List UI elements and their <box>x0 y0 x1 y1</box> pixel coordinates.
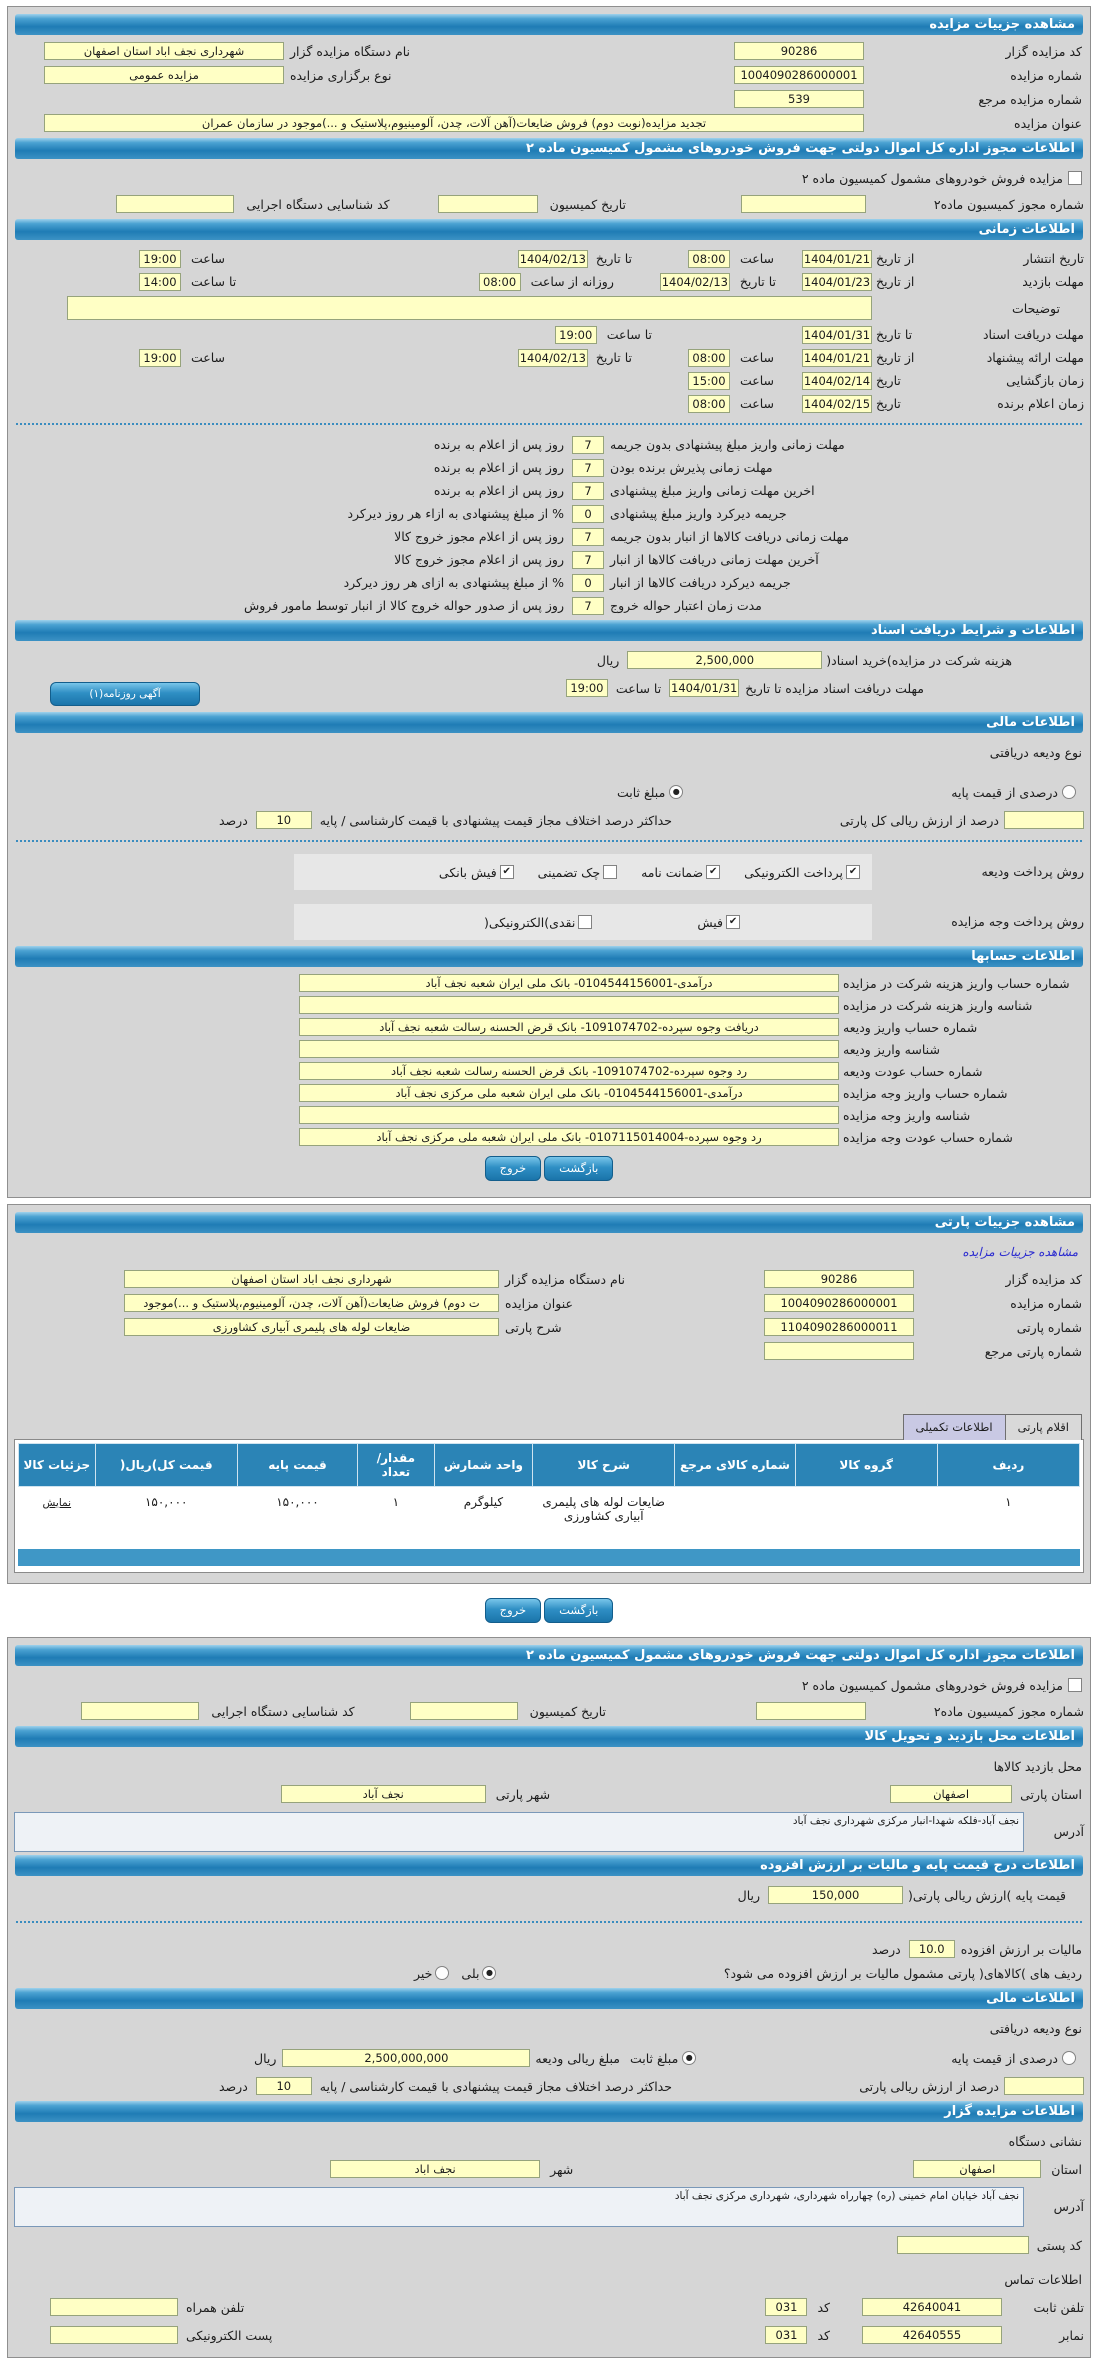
docs-receive-deadline-label: مهلت دریافت اسناد مزایده تا تاریخ <box>745 680 924 696</box>
guarantee-letter-checkbox[interactable]: ✔ <box>706 865 720 879</box>
participation-fee-field[interactable]: 2,500,000 <box>627 651 822 669</box>
commission-number-field[interactable] <box>741 195 866 213</box>
col-goods-group: گروه کالا <box>795 1444 937 1487</box>
city-field[interactable]: نجف اباد <box>330 2160 540 2178</box>
deposit-type-label: نوع ودیعه دریافتی <box>989 744 1082 760</box>
auctioneer-name-field[interactable]: شهرداری نجف اباد استان اصفهان <box>124 1270 499 1288</box>
certified-check-checkbox[interactable] <box>603 865 617 879</box>
fixed-amount-radio[interactable]: ● <box>682 2051 696 2065</box>
col-goods-details: جزئیات کالا <box>19 1444 96 1487</box>
auctioneer-code-field[interactable]: 90286 <box>764 1270 914 1288</box>
percent-label: درصد <box>219 2078 248 2094</box>
penalty-label: جریمه دیرکرد دریافت کالاها از انبار <box>610 575 791 590</box>
publish-date-row <box>14 247 1084 270</box>
penalty-value-field[interactable]: 7 <box>572 459 604 477</box>
col-goods-desc: شرح کالا <box>533 1444 675 1487</box>
mobile-field[interactable] <box>50 2298 178 2316</box>
article2-checkbox-label: مزایده فروش خودروهای مشمول کمیسیون ماده ۲ <box>801 170 1063 186</box>
publish-from-time-field[interactable]: 08:00 <box>688 250 730 268</box>
permit-header: اطلاعات مجوز اداره کل اموال دولتی جهت فروش خودروهای مشمول کمیسیون ماده ۲ <box>15 138 1083 159</box>
notes-row <box>14 293 1084 323</box>
vat-yes-label: بلی <box>461 1965 480 1981</box>
penalty-row <box>14 433 1084 456</box>
base-price-label: قیمت پایه )ارزش ریالی پارتی( <box>908 1887 1066 1903</box>
party-desc-field[interactable]: ضایعات لوله های پلیمری آبیاری کشاورزی <box>124 1318 499 1336</box>
to-date-label: تا تاریخ <box>739 274 776 289</box>
account-field[interactable] <box>299 996 839 1014</box>
cell-count-unit: کیلوگرم <box>434 1487 532 1528</box>
publish-to-date-field[interactable]: 1404/02/13 <box>519 251 586 266</box>
daily-from-label: روزانه از ساعت <box>530 274 614 289</box>
base-price-vat-header: اطلاعات درج قیمت پایه و مالیات بر ارزش افزوده <box>15 1855 1083 1876</box>
percent-of-base-radio[interactable] <box>1062 785 1076 799</box>
exec-agency-code-label: کد شناسایی دستگاه اجرایی <box>246 196 390 212</box>
winner-time-field[interactable]: 08:00 <box>688 395 730 413</box>
newspaper-ad-button[interactable]: آگهی روزنامه(۱) <box>50 682 200 706</box>
table-footer-stripe <box>19 1527 1080 1543</box>
penalty-label: جریمه دیرکرد واریز مبلغ پیشنهادی <box>610 506 787 521</box>
party-additional-panel <box>7 1637 1091 2358</box>
province-label: استان <box>1051 2161 1082 2177</box>
col-quantity: مقدار/ تعداد <box>358 1444 435 1487</box>
electronic-payment-checkbox[interactable]: ✔ <box>846 865 860 879</box>
penalty-label: مهلت زمانی واریز مبلغ پیشنهادی بدون جریمه <box>610 437 845 452</box>
account-row <box>14 1128 1084 1146</box>
publish-from-label: از تاریخ <box>876 251 915 266</box>
back-button[interactable]: بازگشت <box>544 1156 613 1181</box>
agency-address-label: نشانی دستگاه <box>1008 2133 1082 2149</box>
postal-code-field[interactable] <box>897 2236 1029 2254</box>
account-label: شماره حساب واریز هزینه شرکت در مزایده <box>843 975 1070 991</box>
penalty-suffix: روز پس از اعلام به برنده <box>433 460 564 475</box>
exec-agency-code-label: کد شناسایی دستگاه اجرایی <box>211 1703 355 1719</box>
penalty-value-field[interactable]: 7 <box>572 551 604 569</box>
address-label: آدرس <box>1053 2199 1084 2214</box>
party-main-form <box>14 1270 1084 1360</box>
commission-date-label: تاریخ کمیسیون <box>549 196 626 212</box>
account-field[interactable]: درآمدی-0104544156001- بانک ملی ایران شعبه نجف آباد <box>299 974 839 992</box>
col-base-price: قیمت پایه <box>237 1444 357 1487</box>
deposit-type-label-row <box>16 740 1082 764</box>
auctioneer-code-label: کد مزایده گزار <box>1005 43 1082 59</box>
financial-header: اطلاعات مالی <box>15 1988 1083 2009</box>
auction-main-form <box>14 42 1084 132</box>
base-price-field[interactable]: 150,000 <box>768 1886 903 1904</box>
deposit-amount-field[interactable]: 2,500,000,000 <box>282 2049 530 2067</box>
dotted-divider <box>16 423 1082 425</box>
percent-of-base-radio-label: درصدی از قیمت پایه <box>951 784 1058 800</box>
penalty-row <box>14 479 1084 502</box>
agency-address-textarea[interactable]: نجف آباد خیابان امام خمینی (ره) چهارراه شهرداری، شهرداری مرکزی نجف آباد <box>14 2187 1024 2227</box>
penalty-label: مدت زمان اعتبار حواله خروج <box>610 598 762 613</box>
col-row-number: ردیف <box>937 1444 1079 1487</box>
bank-slip-label: فیش بانکی <box>438 864 497 880</box>
auction-type-field[interactable]: مزایده عمومی <box>44 66 284 84</box>
fixed-amount-radio-label: مبلغ ثابت <box>617 784 666 800</box>
fixed-amount-radio-label: مبلغ ثابت <box>630 2050 679 2066</box>
phone-label: تلفن ثابت <box>1033 2299 1084 2315</box>
auction-payment-options <box>294 904 872 940</box>
col-count-unit: واحد شمارش <box>434 1444 532 1487</box>
visit-from-label: از تاریخ <box>876 274 915 289</box>
percent-label: درصد <box>871 1941 901 1957</box>
exit-button[interactable]: خروج <box>485 1598 541 1623</box>
cash-electronic-label: نقدی)الکترونیکی( <box>483 914 576 930</box>
auction-ref-label: شماره مزایده مرجع <box>978 91 1082 107</box>
party-address-textarea[interactable]: نجف آباد-فلکه شهدا-انبار مرکزی شهرداری نجف آباد <box>14 1812 1024 1852</box>
account-row <box>14 974 1084 992</box>
publish-from-date-field[interactable]: 1404/01/21 <box>803 251 871 266</box>
party-number-label: شماره پارتی <box>1016 1319 1082 1335</box>
deposit-percent-label: درصد از ارزش ریالی کل پارتی <box>839 812 999 828</box>
hour-label: ساعت <box>739 396 774 411</box>
auction-details-header: مشاهده جزییات مزایده <box>15 14 1083 35</box>
col-ref-goods-number: شماره کالای مرجع <box>675 1444 795 1487</box>
penalty-suffix: روز پس از صدور حواله خروج کالا از انبار توسط مامور فروش <box>244 598 564 613</box>
party-province-label: استان پارتی <box>1020 1786 1082 1802</box>
auction-subject-label: عنوان مزایده <box>1014 115 1082 131</box>
auctioneer-code-label: کد مزایده گزار <box>1005 1271 1082 1287</box>
back-button[interactable]: بازگشت <box>544 1598 613 1623</box>
auction-number-label: شماره مزایده <box>1010 67 1082 83</box>
penalty-label: مهلت زمانی پذیرش برنده بودن <box>610 460 773 475</box>
deposit-percent-label: درصد از ارزش ریالی پارتی <box>859 2078 999 2094</box>
max-diff-label: حداکثر درصد اختلاف مجاز قیمت پیشنهادی با قیمت کارشناسی / پایه <box>319 812 672 828</box>
rial-label: ریال <box>596 652 620 668</box>
account-row <box>14 996 1084 1014</box>
visit-from-date-field[interactable]: 1404/01/23 <box>803 274 871 289</box>
email-field[interactable] <box>50 2326 178 2344</box>
cell-goods-desc: ضایعات لوله های پلیمری آبیاری کشاورزی <box>533 1487 675 1528</box>
max-diff-field[interactable]: 10 <box>256 2077 312 2095</box>
city-label: شهر <box>550 2161 574 2177</box>
opening-date-field[interactable]: 1404/02/14 <box>803 373 871 388</box>
visit-delivery-header: اطلاعات محل بازدید و تحویل کالا <box>15 1726 1083 1747</box>
postal-code-label: کد پستی <box>1036 2237 1082 2253</box>
exec-agency-code-field[interactable] <box>116 195 234 213</box>
penalty-row <box>14 502 1084 525</box>
party-desc-label: شرح پارتی <box>505 1319 562 1335</box>
docs-terms-section <box>14 648 1084 700</box>
party-details-panel <box>7 1204 1091 1584</box>
publish-label: تاریخ انتشار <box>1023 251 1084 266</box>
auction-subject-field[interactable]: تجدید مزایده(نوبت دوم) فروش ضایعات(آهن آلات، چدن، آلومینیوم،پلاستیک و ...)موجود در سازمان عمران <box>44 114 864 132</box>
commission-number-field[interactable] <box>756 1702 866 1720</box>
offer-from-date-field[interactable]: 1404/01/21 <box>803 350 871 365</box>
auction-details-panel <box>7 6 1091 1198</box>
tab-party-items[interactable]: اقلام پارتی <box>1005 1414 1082 1440</box>
offer-from-label: از تاریخ <box>876 350 915 365</box>
percent-of-base-radio[interactable] <box>1062 2051 1076 2065</box>
penalty-label: مهلت زمانی دریافت کالاها از انبار بدون جریمه <box>610 529 849 544</box>
party-ref-label: شماره پارتی مرجع <box>984 1343 1082 1359</box>
party-province-field[interactable]: اصفهان <box>890 1785 1012 1803</box>
penalty-suffix: روز پس از اعلام به برنده <box>433 483 564 498</box>
cell-row-number: ۱ <box>937 1487 1079 1528</box>
account-row <box>14 1018 1084 1036</box>
account-label: شماره حساب واریز ودیعه <box>843 1019 978 1035</box>
visit-deadline-row <box>14 270 1084 293</box>
account-label: شناسه واریز ودیعه <box>843 1041 940 1057</box>
party-number-field[interactable]: 1104090286000011 <box>764 1318 914 1336</box>
participation-fee-label: هزینه شرکت در مزایده)خرید اسناد( <box>826 652 1012 668</box>
auction-subject-label: عنوان مزایده <box>505 1295 573 1311</box>
auction-ref-field[interactable]: 539 <box>734 90 864 108</box>
fax-code-field[interactable]: 031 <box>765 2326 807 2344</box>
commission-number-label: شماره مجوز کمیسیون ماده۲ <box>933 1703 1084 1719</box>
auctioneer-info-header: اطلاعات مزایده گزار <box>15 2101 1083 2122</box>
code-label: کد <box>817 2327 830 2343</box>
auctioneer-name-label: نام دستگاه مزایده گزار <box>505 1271 626 1287</box>
visit-daily-from-field[interactable]: 08:00 <box>479 273 521 291</box>
phone-field[interactable]: 42640041 <box>862 2298 1002 2316</box>
percent-label: درصد <box>219 812 248 828</box>
offer-to-time-field[interactable]: 19:00 <box>139 349 181 367</box>
auction-payment-method-label: روش پرداخت وجه مزایده <box>951 914 1084 929</box>
winner-label: زمان اعلام برنده <box>997 396 1084 411</box>
account-field[interactable] <box>299 1040 839 1058</box>
vat-question-label: ردیف های )کالاهای( پارتی مشمول مالیات بر ارزش افزوده می شود؟ <box>723 1965 1082 1981</box>
auction-details-link[interactable]: مشاهده جزییات مزایده <box>962 1245 1078 1259</box>
docs-receive-deadline-date-field[interactable]: 1404/01/31 <box>671 681 738 695</box>
opening-label: زمان بازگشایی <box>1006 373 1084 388</box>
docs-deadline-row <box>14 323 1084 346</box>
cell-total-price: ۱۵۰,۰۰۰ <box>95 1487 237 1528</box>
auctioneer-code-field[interactable]: 90286 <box>734 42 864 60</box>
party-city-field[interactable]: نجف آباد <box>281 1785 486 1803</box>
exit-button[interactable]: خروج <box>485 1156 541 1181</box>
commission-date-label: تاریخ کمیسیون <box>529 1703 606 1719</box>
to-hour-label: تا ساعت <box>615 680 662 696</box>
certified-check-label: چک تضمینی <box>537 864 601 880</box>
auction-subject-field[interactable]: ت دوم) فروش ضایعات(آهن آلات، چدن، آلومینیوم،پلاستیک و ...)موجود <box>124 1294 499 1312</box>
table-pagination-bar[interactable] <box>18 1549 1080 1566</box>
auctioneer-name-label: نام دستگاه مزایده گزار <box>290 43 411 59</box>
party-city-label: شهر پارتی <box>495 1786 551 1802</box>
party-ref-field[interactable] <box>764 1342 914 1360</box>
penalty-suffix: % از مبلغ پیشنهادی به ازای هر روز دیرکرد <box>343 575 564 590</box>
penalty-row <box>14 594 1084 617</box>
penalty-suffix: روز پس از اعلام به برنده <box>433 437 564 452</box>
deposit-amount-label: مبلغ ریالی ودیعه <box>535 2050 620 2066</box>
penalty-value-field[interactable]: 7 <box>572 436 604 454</box>
docs-deadline-time-field[interactable]: 19:00 <box>555 326 597 344</box>
deposit-percent-field[interactable] <box>1004 811 1084 829</box>
table-row <box>19 1487 1080 1528</box>
publish-to-time-field[interactable]: 19:00 <box>139 250 181 268</box>
winner-date-label: تاریخ <box>876 396 901 411</box>
dotted-divider <box>16 1921 1082 1923</box>
contact-info-label: اطلاعات تماس <box>1004 2271 1082 2287</box>
percent-of-base-radio-label: درصدی از قیمت پایه <box>951 2050 1058 2066</box>
slip-label: فیش <box>697 914 723 930</box>
to-date-label: تا تاریخ <box>595 350 632 365</box>
fixed-amount-radio[interactable]: ● <box>669 785 683 799</box>
offer-deadline-row <box>14 346 1084 369</box>
account-label: شماره حساب عودت وجه مزایده <box>843 1129 1013 1145</box>
opening-time-field[interactable]: 15:00 <box>688 372 730 390</box>
winner-date-field[interactable]: 1404/02/15 <box>803 396 871 411</box>
party-tabs <box>14 1414 1082 1440</box>
penalty-label: آخرین مهلت زمانی دریافت کالاها از انبار <box>610 552 819 567</box>
account-row <box>14 1084 1084 1102</box>
accounts-header: اطلاعات حسابها <box>15 946 1083 967</box>
tab-additional-info[interactable]: اطلاعات تکمیلی <box>903 1414 1005 1440</box>
address-label: آدرس <box>1053 1824 1084 1839</box>
to-hour-label: تا ساعت <box>606 327 652 342</box>
commission-number-label: شماره مجوز کمیسیون ماده۲ <box>933 196 1084 212</box>
docs-receive-deadline-time-field[interactable]: 19:00 <box>566 679 608 697</box>
electronic-payment-label: پرداخت الکترونیکی <box>744 864 843 880</box>
account-row <box>14 1106 1084 1124</box>
offer-label: مهلت ارائه پیشنهاد <box>986 350 1084 365</box>
auction-number-label: شماره مزایده <box>1010 1295 1082 1311</box>
docs-to-date-label: تا تاریخ <box>876 327 913 342</box>
penalty-value-field[interactable]: 7 <box>572 597 604 615</box>
penalty-value-field[interactable]: 0 <box>572 505 604 523</box>
penalty-row <box>14 525 1084 548</box>
max-diff-label: حداکثر درصد اختلاف مجاز قیمت پیشنهادی با قیمت کارشناسی / پایه <box>319 2078 672 2094</box>
account-row <box>14 1040 1084 1058</box>
deposit-payment-options <box>294 854 872 890</box>
docs-deadline-label: مهلت دریافت اسناد <box>982 327 1084 342</box>
vat-label: مالیات بر ارزش افزوده <box>960 1941 1082 1957</box>
penalty-value-field[interactable]: 0 <box>572 574 604 592</box>
party-items-table <box>18 1443 1080 1543</box>
account-field[interactable]: رد وجوه سپرده-0107115014004- بانک ملی ایران شعبه ملی مرکزی نجف آباد <box>299 1128 839 1146</box>
cell-quantity: ۱ <box>358 1487 435 1528</box>
permit-header: اطلاعات مجوز اداره کل اموال دولتی جهت فروش خودروهای مشمول کمیسیون ماده ۲ <box>15 1645 1083 1666</box>
deposit-type-label: نوع ودیعه دریافتی <box>989 2020 1082 2036</box>
commission-date-field[interactable] <box>438 195 538 213</box>
account-label: شماره حساب عودت ودیعه <box>843 1063 983 1079</box>
to-hour-label: تا ساعت <box>191 274 237 289</box>
cell-ref-goods-number <box>675 1487 795 1528</box>
province-field[interactable]: اصفهان <box>913 2160 1041 2178</box>
mobile-label: تلفن همراه <box>186 2299 245 2315</box>
offer-to-date-field[interactable]: 1404/02/13 <box>519 350 586 365</box>
to-date-label: تا تاریخ <box>595 251 632 266</box>
vat-no-radio[interactable] <box>435 1966 449 1980</box>
account-row <box>14 1062 1084 1080</box>
account-label: شناسه واریز وجه مزایده <box>843 1107 971 1123</box>
visit-to-time-field[interactable]: 14:00 <box>139 273 181 291</box>
article2-checkbox[interactable] <box>1068 171 1082 185</box>
party-items-table-wrap <box>14 1439 1084 1573</box>
penalty-value-field[interactable]: 7 <box>572 528 604 546</box>
auction-number-field[interactable]: 1004090286000001 <box>734 66 864 84</box>
opening-date-label: تاریخ <box>876 373 901 388</box>
account-label: شناسه واریز هزینه شرکت در مزایده <box>843 997 1033 1013</box>
account-field[interactable]: درآمدی-0104544156001- بانک ملی ایران شعبه ملی مرکزی نجف آباد <box>299 1084 839 1102</box>
phone-code-field[interactable]: 031 <box>765 2298 807 2316</box>
bank-slip-checkbox[interactable]: ✔ <box>500 865 514 879</box>
col-total-price: قیمت کل)ریال( <box>95 1444 237 1487</box>
vat-no-label: خیر <box>414 1965 433 1981</box>
hour-label: ساعت <box>739 350 774 365</box>
docs-deadline-date-field[interactable]: 1404/01/31 <box>803 327 871 342</box>
financial-header: اطلاعات مالی <box>15 712 1083 733</box>
penalty-suffix: % از مبلغ پیشنهادی به ازاء هر روز دیرکرد <box>347 506 564 521</box>
cash-electronic-checkbox[interactable] <box>578 915 592 929</box>
notes-field[interactable] <box>67 296 872 320</box>
auction-type-label: نوع برگزاری مزایده <box>290 67 392 83</box>
penalty-label: اخرین مهلت زمانی واریز مبلغ پیشنهادی <box>610 483 815 498</box>
rial-label: ریال <box>737 1887 761 1903</box>
hour-label: ساعت <box>739 251 774 266</box>
penalty-row <box>14 571 1084 594</box>
cell-base-price: ۱۵۰,۰۰۰ <box>237 1487 357 1528</box>
show-details-link[interactable]: نمایش <box>42 1497 72 1509</box>
code-label: کد <box>817 2299 830 2315</box>
docs-terms-header: اطلاعات و شرایط دریافت اسناد <box>15 620 1083 641</box>
penalty-suffix: روز پس از اعلام مجوز خروج کالا <box>394 529 564 544</box>
commission-date-field[interactable] <box>410 1702 518 1720</box>
offer-from-time-field[interactable]: 08:00 <box>688 349 730 367</box>
email-label: پست الکترونیکی <box>186 2327 273 2343</box>
hour-label: ساعت <box>191 350 226 365</box>
deposit-percent-field[interactable] <box>1004 2077 1084 2095</box>
fax-label: نمابر <box>1059 2327 1084 2343</box>
account-field[interactable]: دریافت وجوه سپرده-1091074702- بانک قرض الحسنه رسالت شعبه نجف آباد <box>299 1018 839 1036</box>
opening-time-row <box>14 369 1084 392</box>
penalty-row <box>14 456 1084 479</box>
account-field[interactable] <box>299 1106 839 1124</box>
article2-checkbox-label: مزایده فروش خودروهای مشمول کمیسیون ماده ۲ <box>801 1677 1063 1693</box>
auction-number-field[interactable]: 1004090286000001 <box>764 1294 914 1312</box>
visit-place-label: محل بازدید کالاها <box>993 1758 1082 1774</box>
dotted-divider <box>16 840 1082 842</box>
visit-label: مهلت بازدید <box>1022 274 1084 289</box>
rial-label: ریال <box>254 2050 277 2066</box>
notes-label: توضیحات <box>1012 300 1060 316</box>
auctioneer-name-field[interactable]: شهرداری نجف اباد استان اصفهان <box>44 42 284 60</box>
vat-yes-radio[interactable]: ● <box>482 1966 496 1980</box>
cell-goods-group <box>795 1487 937 1528</box>
hour-label: ساعت <box>739 373 774 388</box>
penalty-row <box>14 548 1084 571</box>
party-details-header: مشاهده جزییات پارتی <box>15 1212 1083 1233</box>
visit-to-date-field[interactable]: 1404/02/13 <box>661 274 728 289</box>
deposit-payment-method-label: روش پرداخت ودیعه <box>981 864 1084 879</box>
exec-agency-code-field[interactable] <box>81 1702 199 1720</box>
penalty-value-field[interactable]: 7 <box>572 482 604 500</box>
slip-checkbox[interactable]: ✔ <box>726 915 740 929</box>
guarantee-letter-label: ضمانت نامه <box>641 864 704 880</box>
fax-field[interactable]: 42640555 <box>862 2326 1002 2344</box>
account-field[interactable]: رد وجوه سپرده-1091074702- بانک قرض الحسنه رسالت شعبه نجف آباد <box>299 1062 839 1080</box>
article2-checkbox[interactable] <box>1068 1678 1082 1692</box>
timing-header: اطلاعات زمانی <box>15 219 1083 240</box>
vat-field[interactable]: 10.0 <box>909 1940 955 1958</box>
hour-label: ساعت <box>191 251 226 266</box>
winner-announce-row <box>14 392 1084 415</box>
penalty-suffix: روز پس از اعلام مجوز خروج کالا <box>394 552 564 567</box>
account-label: شماره حساب واریز وجه مزایده <box>843 1085 1008 1101</box>
max-diff-field[interactable]: 10 <box>256 811 312 829</box>
